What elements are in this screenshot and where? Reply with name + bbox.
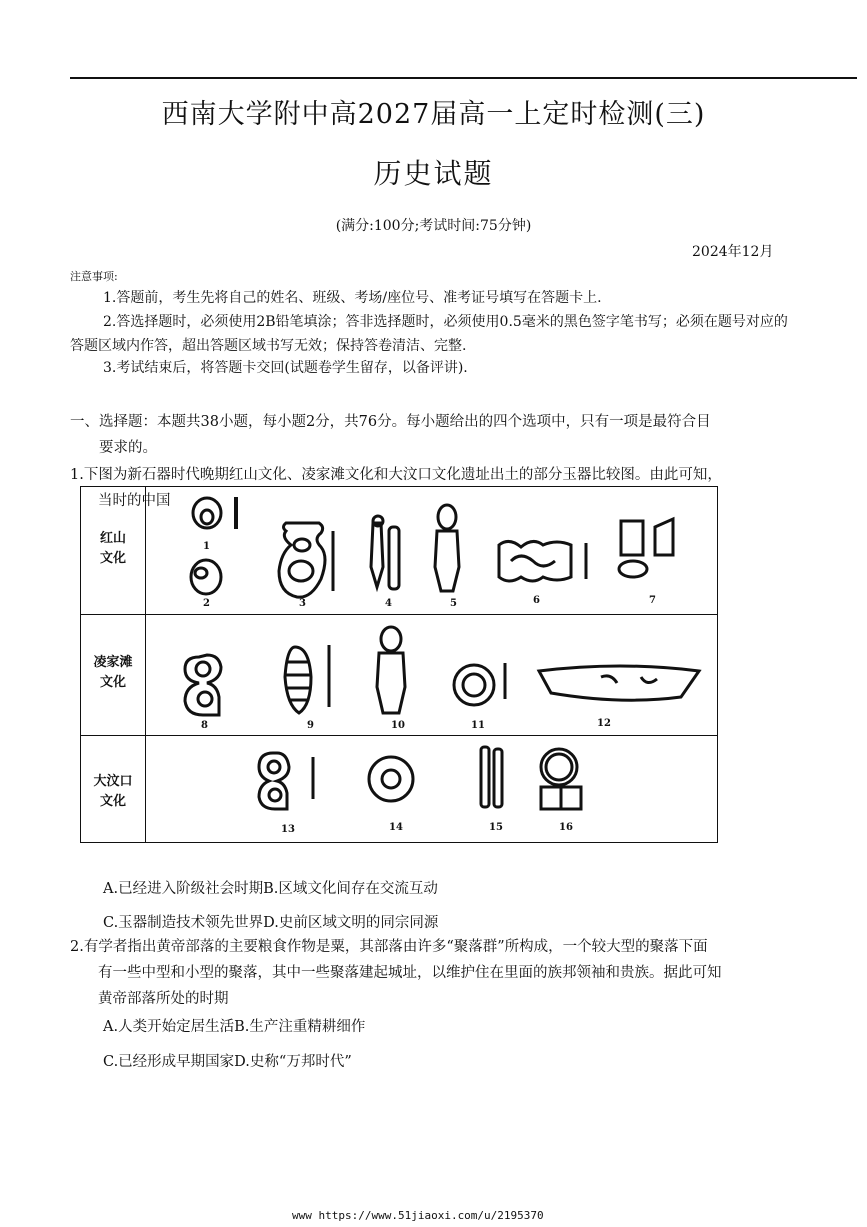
item-number: 14 [389, 822, 403, 833]
section-line-1: 一、选择题：本题共38小题，每小题2分，共76分。每小题给出的四个选项中，只有一项是最符合目 [70, 414, 711, 430]
item-number: 7 [649, 595, 656, 606]
q2-options-cd: C.已经形成早期国家D.史称“万邦时代” [103, 1054, 352, 1070]
row-label-line: 凌家滩 [93, 655, 133, 670]
row-label-line: 红山 [99, 531, 126, 546]
item-number: 3 [299, 598, 306, 609]
q2-line-3: 黄帝部落所处的时期 [98, 991, 229, 1007]
row-label-line: 大汶口 [93, 774, 133, 789]
exam-title: 西南大学附中高2027届高一上定时检测(三) [161, 99, 706, 130]
footer-url: www https://www.51jiaoxi.com/u/2195370 [292, 1209, 544, 1222]
jade-artifact-11 [454, 665, 494, 705]
item-number: 12 [597, 718, 611, 729]
row-label-line: 文化 [99, 794, 126, 809]
jade-artifact-10 [381, 627, 401, 651]
jade-artifact-12 [539, 666, 699, 700]
item-number: 8 [201, 720, 208, 731]
note-1: 1.答题前，考生先将自己的姓名、班级、考场/座位号、准考证号填写在答题卡上. [103, 290, 602, 306]
item-number: 2 [203, 598, 210, 609]
note-2: 2.答选择题时，必须使用2B铅笔填涂；答非选择题时，必须使用0.5毫米的黑色签字笔书写；必须在题号对应的答题区域内作答，超出答题区域书写无效；保持答卷清洁、完整. [70, 314, 788, 354]
item-number: 9 [307, 720, 314, 731]
jade-artifact-4 [371, 523, 383, 587]
exam-date: 2024年12月 [692, 244, 774, 260]
notes-heading: 注意事项: [70, 270, 118, 283]
row-label-line: 文化 [99, 551, 126, 566]
jade-artifact-14 [369, 757, 413, 801]
item-number: 15 [489, 822, 503, 833]
item-number: 10 [391, 720, 405, 731]
item-number: 5 [450, 598, 457, 609]
q2-line-2: 有一些中型和小型的聚落，其中一些聚落建起城址，以维护住在里面的族邦领袖和贵族。据此可知 [98, 965, 722, 981]
item-number: 1 [203, 541, 210, 552]
q1-options-cd: C.玉器制造技术领先世界D.史前区域文明的同宗同源 [103, 915, 439, 931]
section-heading [70, 409, 800, 461]
question-1-stem: 1.下图为新石器时代晚期红山文化、凌家滩文化和大汶口文化遗址出土的部分玉器比较图。由此可知， [70, 467, 722, 483]
jade-artifact-9 [285, 647, 311, 713]
item-number: 11 [471, 720, 485, 731]
item-number: 13 [281, 824, 295, 835]
question-1-stem-cont: 当时的中国 [98, 493, 171, 509]
jade-comparison-figure [80, 486, 718, 843]
row-label-line: 文化 [99, 675, 126, 690]
jade-artifact-15 [481, 747, 489, 807]
jade-artifact-5 [438, 505, 456, 529]
q2-options-ab: A.人类开始定居生活B.生产注重精耕细作 [103, 1019, 366, 1035]
jade-artifacts-drawing [81, 487, 719, 844]
item-number: 16 [559, 822, 573, 833]
section-line-2: 要求的。 [99, 440, 157, 456]
subject-title: 历史试题 [373, 157, 494, 190]
q1-options-ab: A.已经进入阶级社会时期B.区域文化间存在交流互动 [103, 881, 438, 897]
note-3: 3.考试结束后，将答题卡交回(试题卷学生留存，以备评讲). [103, 360, 468, 376]
jade-artifact-7 [621, 521, 643, 555]
q2-line-1: 2.有学者指出黄帝部落的主要粮食作物是粟，其部落由许多“聚落群”所构成，一个较大型的聚落下面 [70, 939, 708, 955]
item-number: 4 [385, 598, 392, 609]
score-time: (满分:100分;考试时间:75分钟) [335, 218, 532, 234]
top-rule [70, 77, 857, 79]
question-2-stem [70, 934, 800, 1012]
item-number: 6 [533, 595, 540, 606]
